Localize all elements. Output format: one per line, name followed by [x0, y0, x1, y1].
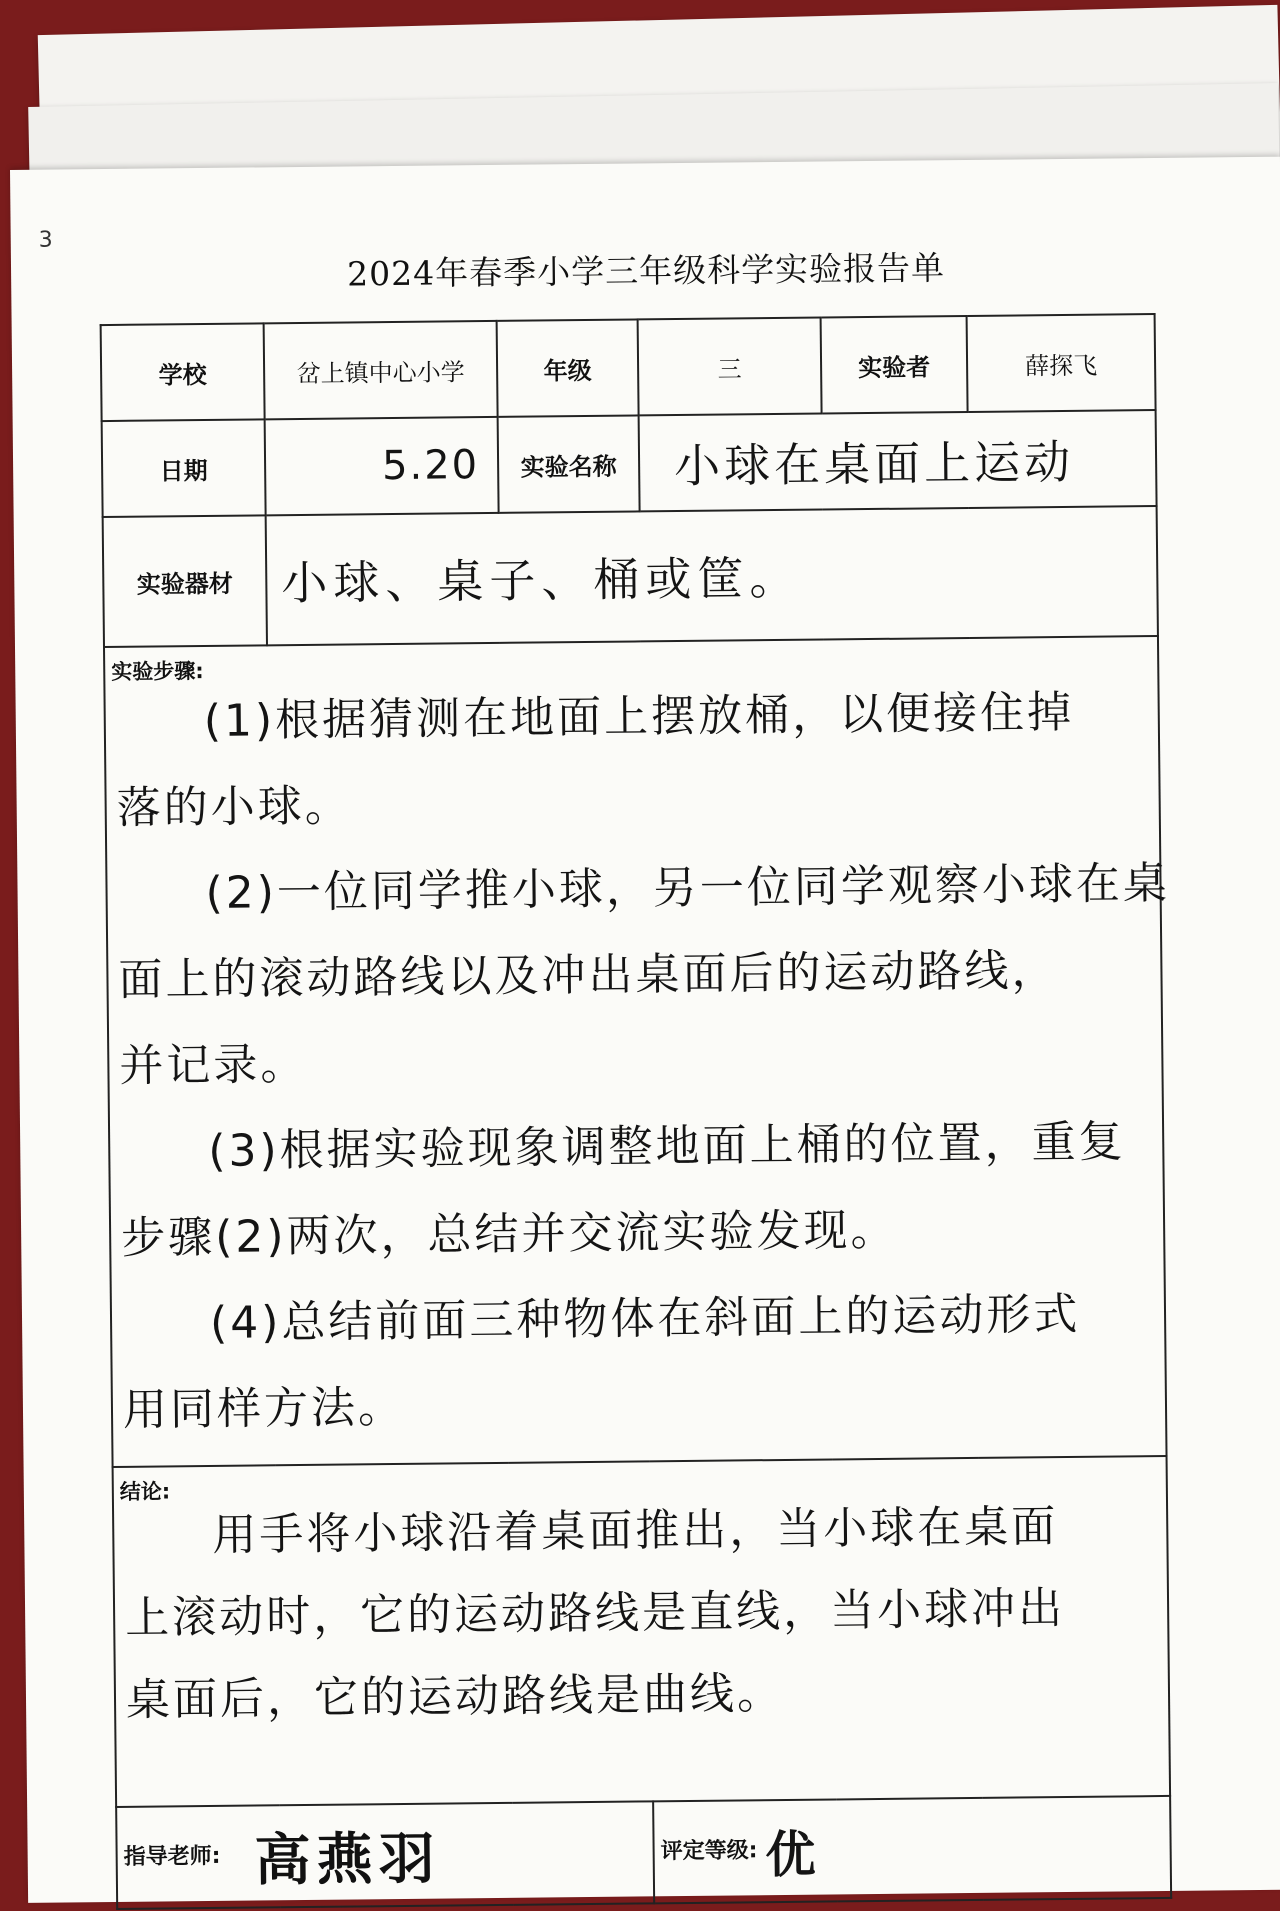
teacher-cell [116, 1801, 654, 1909]
experimenter-value: 薛探飞 [967, 314, 1156, 412]
school-label: 学校 [101, 323, 265, 421]
experiment-name-label: 实验名称 [498, 415, 640, 512]
steps-line: (4)总结前面三种物体在斜面上的运动形式 [209, 1288, 1081, 1349]
conclusion-line: 上滚动时，它的运动路线是直线，当小球冲出 [124, 1583, 1066, 1644]
row-footer [116, 1796, 1171, 1909]
teacher-signature: 高燕羽 [254, 1825, 441, 1894]
report-table [100, 313, 1173, 1910]
steps-cell [104, 636, 1171, 1467]
page-title: 2024年春季小学三年级科学实验报告单 [346, 248, 946, 294]
equipment-value: 小球、桌子、桶或筐。 [266, 506, 1158, 645]
steps-line: 步骤(2)两次，总结并交流实验发现。 [120, 1204, 898, 1264]
date-label: 日期 [102, 419, 266, 517]
steps-line: (3)根据实验现象调整地面上桶的位置，重复 [208, 1116, 1126, 1177]
report-sheet [10, 157, 1280, 1903]
corner-mark: 3 [38, 227, 53, 253]
teacher-label: 指导老师: [123, 1843, 221, 1870]
school-value: 岔上镇中心小学 [264, 321, 498, 419]
conclusion-cell [113, 1456, 1171, 1807]
steps-line: (1)根据猜测在地面上摆放桶，以便接住掉 [203, 686, 1075, 747]
row-steps [104, 636, 1167, 1467]
rating-value: 优 [765, 1825, 818, 1885]
steps-line: 并记录。 [119, 1038, 308, 1092]
steps-line: (2)一位同学推小球，另一位同学观察小球在桌 [205, 857, 1171, 919]
steps-label: 实验步骤: [111, 659, 204, 684]
steps-line: 用同样方法。 [122, 1381, 406, 1436]
grade-label: 年级 [497, 319, 639, 416]
experimenter-label: 实验者 [821, 316, 968, 414]
rating-label: 评定等级: [660, 1838, 758, 1865]
row-conclusion [113, 1456, 1171, 1807]
grade-value: 三 [638, 318, 822, 416]
conclusion-line: 桌面后，它的运动路线是曲线。 [125, 1667, 785, 1726]
steps-line: 面上的滚动路线以及冲出桌面后的运动路线， [118, 945, 1059, 1006]
conclusion-line: 用手将小球沿着桌面推出，当小球在桌面 [212, 1501, 1059, 1561]
rating-cell [653, 1796, 1171, 1903]
row-date [102, 410, 1157, 517]
row-school [101, 314, 1156, 421]
conclusion-label: 结论: [119, 1479, 171, 1504]
row-equipment [103, 506, 1158, 647]
date-value: 5.20 [265, 417, 499, 515]
experiment-name-value: 小球在桌面上运动 [639, 410, 1157, 511]
steps-line: 落的小球。 [116, 780, 352, 834]
conclusion-text [114, 1457, 1169, 1752]
equipment-label: 实验器材 [103, 515, 267, 647]
steps-text [105, 637, 1171, 1466]
